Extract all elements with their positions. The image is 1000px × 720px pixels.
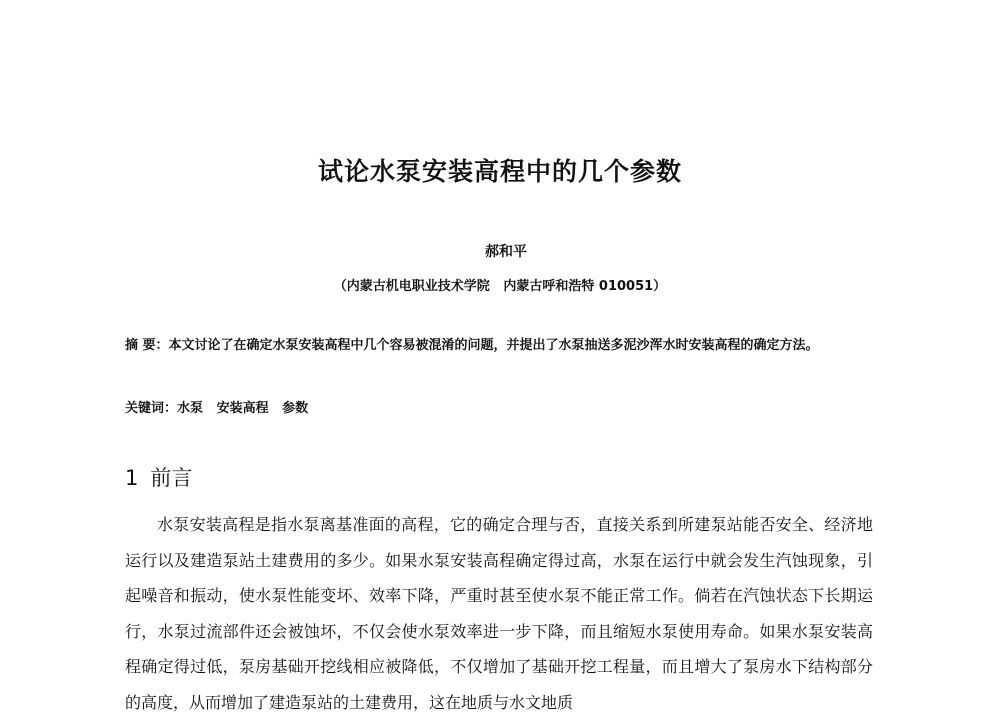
author-affiliation: （内蒙古机电职业技术学院 内蒙古呼和浩特 010051） xyxy=(333,279,667,294)
keywords-label: 关键词： xyxy=(125,401,178,416)
keywords-text: 水泵 安装高程 参数 xyxy=(177,401,309,416)
keywords xyxy=(125,397,308,416)
body-paragraph: 水泵安装高程是指水泵离基准面的高程，它的确定合理与否，直接关系到所建泵站能否安全、经济地运行以及建造泵站土建费用的多少。如果水泵安装高程确定得过高，水泵在运行中就会发生汽蚀现象，引起噪音和振动，使水泵性能变坏、效率下降，严重时甚至使水泵不能正常工作。倘若在汽蚀状态下长期运行，水泵过流部件还会被蚀坏，不仅会使水泵效率进一步下降，而且缩短水泵使用寿命。如果水泵安装高程确定得过低，泵房基础开挖线相应被降低，不仅增加了基础开挖工程量，而且增大了泵房水下结构部分的高度，从而增加了建造泵站的土建费用，这在地质与水文地质 xyxy=(125,515,873,712)
paper-title: 试论水泵安装高程中的几个参数 xyxy=(317,157,682,186)
abstract-label: 摘 要： xyxy=(125,338,169,353)
section-title: 前言 xyxy=(150,466,193,490)
section-heading xyxy=(125,462,192,492)
abstract-text: 本文讨论了在确定水泵安装高程中几个容易被混淆的问题，并提出了水泵抽送多泥沙浑水时安装高程的确定方法。 xyxy=(168,338,819,353)
abstract xyxy=(125,332,870,360)
section-number: 1 xyxy=(125,466,139,490)
author-name: 郝和平 xyxy=(485,244,527,260)
